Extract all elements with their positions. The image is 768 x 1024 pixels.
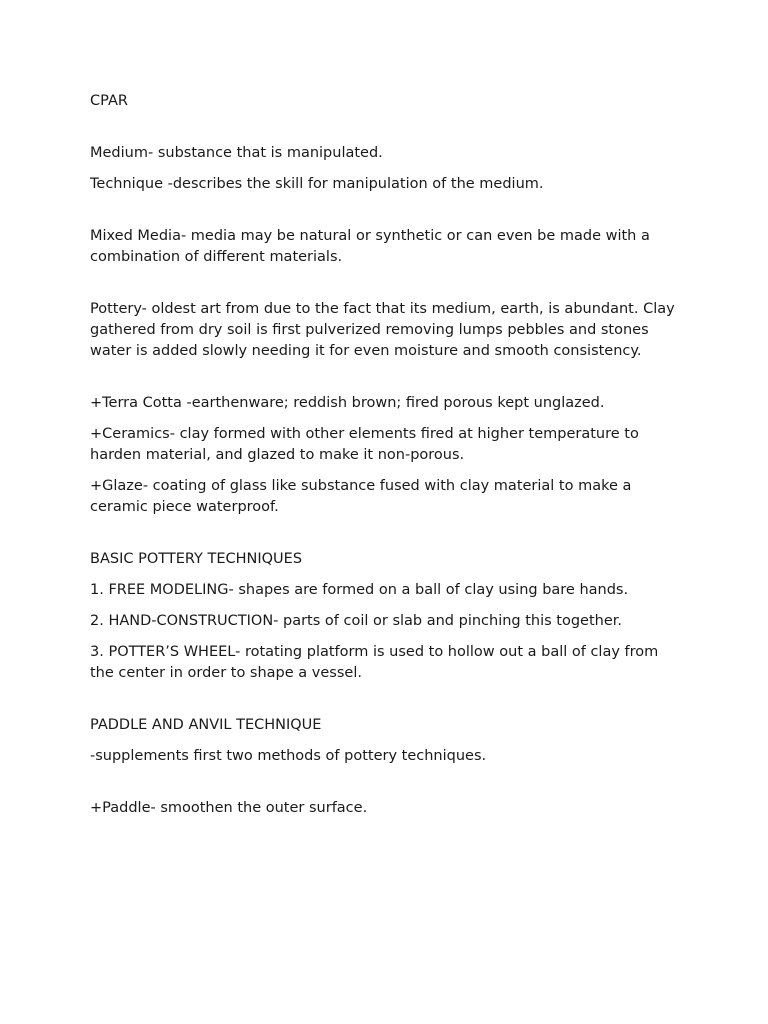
document-title: CPAR (90, 93, 128, 109)
paragraph-ceramics: +Ceramics- clay formed with other elements fired at higher temperature to harden material, and glazed to make it non-porous. (90, 426, 639, 463)
section-heading-basic-pottery: BASIC POTTERY TECHNIQUES (90, 551, 303, 567)
section-heading-paddle-anvil: PADDLE AND ANVIL TECHNIQUE (90, 717, 322, 733)
paragraph-pottery: Pottery- oldest art from due to the fact that its medium, earth, is abundant. Clay gathered from dry soil is first pulverized removing lumps pebbles and stones water is added slowly needing it for even moisture and smooth consistency. (90, 301, 675, 359)
paragraph-supplements: -supplements first two methods of pottery techniques. (90, 748, 487, 764)
paragraph-potters-wheel: 3. POTTER’S WHEEL- rotating platform is used to hollow out a ball of clay from the center in order to shape a vessel. (90, 644, 659, 681)
paragraph-medium: Medium- substance that is manipulated. (90, 145, 383, 161)
paragraph-glaze: +Glaze- coating of glass like substance fused with clay material to make a ceramic piece waterproof. (90, 478, 632, 515)
paragraph-mixed-media: Mixed Media- media may be natural or synthetic or can even be made with a combination of different materials. (90, 228, 650, 265)
paragraph-terra-cotta: +Terra Cotta -earthenware; reddish brown; fired porous kept unglazed. (90, 395, 605, 411)
paragraph-paddle: +Paddle- smoothen the outer surface. (90, 800, 368, 816)
document-body (90, 91, 680, 829)
paragraph-technique: Technique -describes the skill for manipulation of the medium. (90, 176, 544, 192)
paragraph-free-modeling: 1. FREE MODELING- shapes are formed on a ball of clay using bare hands. (90, 582, 629, 598)
paragraph-hand-construction: 2. HAND-CONSTRUCTION- parts of coil or slab and pinching this together. (90, 613, 623, 629)
